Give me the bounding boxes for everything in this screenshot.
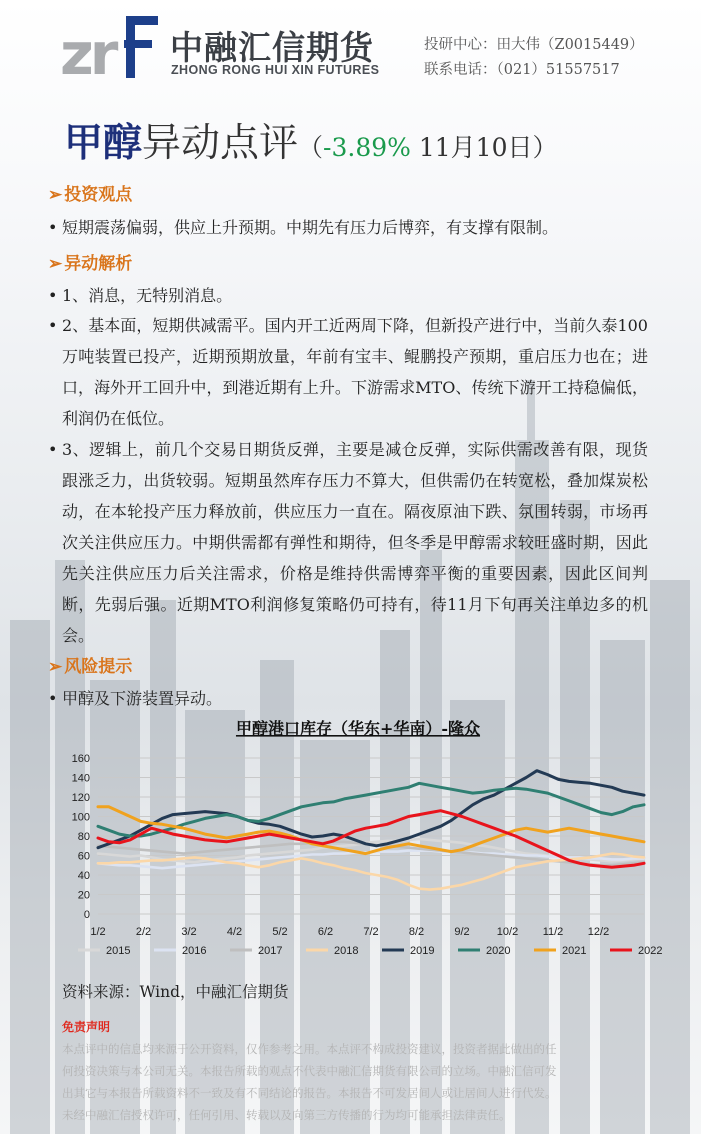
legend-label-2016: 2016 — [182, 945, 207, 957]
disclaimer-line: 何投资决策与本公司无关。本报告所载的观点不代表中融汇信期货有限公司的立场。中融汇信可发 — [62, 1064, 557, 1078]
title-open-paren: （ — [298, 133, 324, 162]
view-paragraph — [48, 212, 648, 243]
x-tick-label: 9/2 — [454, 926, 470, 938]
analysis-item — [48, 434, 648, 651]
x-tick-label: 4/2 — [226, 926, 243, 938]
disclaimer-line: 出其它与本报告所载资料不一致及有不同结论的报告。本报告不可发居间人或让居间人进行代发。 — [62, 1086, 557, 1100]
data-source: 资料来源：Wind，中融汇信期货 — [62, 983, 289, 1001]
contact-phone: 联系电话：（021）51557517 — [424, 62, 620, 78]
svg-text:zr: zr — [60, 20, 115, 82]
company-name-cn: 中融汇信期货 — [170, 28, 374, 67]
inventory-chart — [0, 712, 701, 974]
contact-info — [424, 33, 644, 83]
bullet-icon: • — [48, 286, 58, 305]
y-tick-label: 20 — [77, 889, 90, 902]
legend-label-2021: 2021 — [562, 945, 587, 957]
risk-paragraph — [48, 683, 648, 714]
bullet-icon: • — [48, 218, 58, 237]
chart-title: 甲醇港口库存（华东+华南）-隆众 — [235, 719, 481, 738]
y-tick-label: 120 — [71, 792, 90, 804]
y-tick-label: 0 — [83, 909, 90, 921]
section-arrow-icon: ➢ — [48, 254, 63, 274]
view-text: 短期震荡偏弱，供应上升预期。中期先有压力后博弈，有支撑有限制。 — [62, 218, 559, 237]
analysis-text: 3、逻辑上，前几个交易日期货反弹，主要是减仓反弹，实际供需改善有限，现货跟涨乏力，出货较弱。短期虽然库存压力不算大，但供需仍在转宽松，叠加煤炭松动，在本轮投产压力释放前，供应压力一直在。隔夜原油下跌、氛围转弱，市场再次关注供应压力。中期供需都有弹性和期待，但冬季是甲醇需求较旺盛时期，因此先关注供应压力后关注需求，价格是维持供需博弈平衡的重要因素，因此区间判断，先弱后强。近期MTO利润修复策略仍可持有，待11月下旬再关注单边多的机会。 — [62, 440, 648, 645]
disclaimer-line: 未经中融汇信授权许可，任何引用、转载以及向第三方传播的行为均可能承担法律责任。 — [62, 1108, 511, 1122]
y-tick-label: 140 — [71, 772, 90, 785]
x-tick-label: 12/2 — [587, 926, 610, 938]
company-name-en: ZHONG RONG HUI XIN FUTURES — [171, 63, 380, 77]
contact-analyst: 投研中心：田大伟（Z0015449） — [424, 37, 644, 53]
legend-label-2017: 2017 — [258, 945, 283, 957]
risk-text: 甲醇及下游装置异动。 — [62, 689, 223, 708]
section-title: 投资观点 — [64, 185, 133, 205]
x-tick-label: 8/2 — [408, 926, 425, 938]
y-tick-label: 160 — [71, 753, 90, 765]
disclaimer-line: 本点评中的信息均来源于公开资料，仅作参考之用。本点评不构成投资建议，投资者据此做出的任 — [62, 1042, 557, 1056]
section-title: 异动解析 — [64, 254, 133, 274]
section-risk — [48, 652, 132, 677]
disclaimer-title: 免责声明 — [62, 1020, 111, 1034]
x-tick-label: 1/2 — [90, 926, 106, 938]
bullet-icon: • — [48, 316, 58, 335]
x-tick-label: 2/2 — [135, 926, 152, 938]
bullet-icon: • — [48, 689, 58, 708]
x-tick-label: 10/2 — [496, 926, 519, 938]
legend-label-2019: 2019 — [410, 945, 435, 957]
analysis-text: 1、消息，无特别消息。 — [62, 286, 233, 305]
report-header — [0, 0, 701, 92]
legend-label-2018: 2018 — [334, 945, 359, 957]
x-tick-label: 3/2 — [181, 926, 197, 938]
legend-label-2015: 2015 — [106, 945, 131, 957]
page-title — [64, 112, 558, 168]
analysis-item — [48, 310, 648, 434]
section-title: 风险提示 — [64, 657, 133, 677]
section-arrow-icon: ➢ — [48, 185, 63, 205]
chart-canvas — [0, 712, 701, 974]
x-tick-label: 11/2 — [542, 926, 564, 938]
y-tick-label: 80 — [77, 831, 90, 843]
x-tick-label: 6/2 — [317, 926, 334, 938]
analysis-text: 2、基本面，短期供减需平。国内开工近两周下降，但新投产进行中，当前久泰100万吨装置已投产，近期预期放量，年前有宝丰、鲲鹏投产预期，重启压力也在；进口，海外开工回升中，到港近期有上升。下游需求MTO、传统下游开工持稳偏低，利润仍在低位。 — [62, 316, 648, 428]
legend-label-2020: 2020 — [486, 945, 511, 957]
section-analysis — [48, 249, 132, 274]
bullet-icon: • — [48, 440, 58, 459]
y-tick-label: 60 — [77, 850, 90, 863]
analysis-item — [48, 280, 648, 311]
title-type: 异动点评 — [142, 121, 299, 166]
legend-label-2022: 2022 — [638, 945, 663, 957]
title-change: -3.89% — [323, 133, 411, 162]
section-arrow-icon: ➢ — [48, 657, 63, 677]
section-investment-view — [48, 180, 132, 205]
title-product: 甲醇 — [64, 121, 143, 166]
company-logo-icon — [60, 12, 160, 82]
title-date: 11月10日） — [410, 133, 558, 162]
x-tick-label: 7/2 — [363, 926, 379, 938]
x-tick-label: 5/2 — [272, 926, 288, 938]
disclaimer-text — [62, 1038, 652, 1126]
y-tick-label: 40 — [77, 870, 90, 882]
y-tick-label: 100 — [71, 811, 90, 824]
series-line-2018 — [98, 854, 644, 890]
